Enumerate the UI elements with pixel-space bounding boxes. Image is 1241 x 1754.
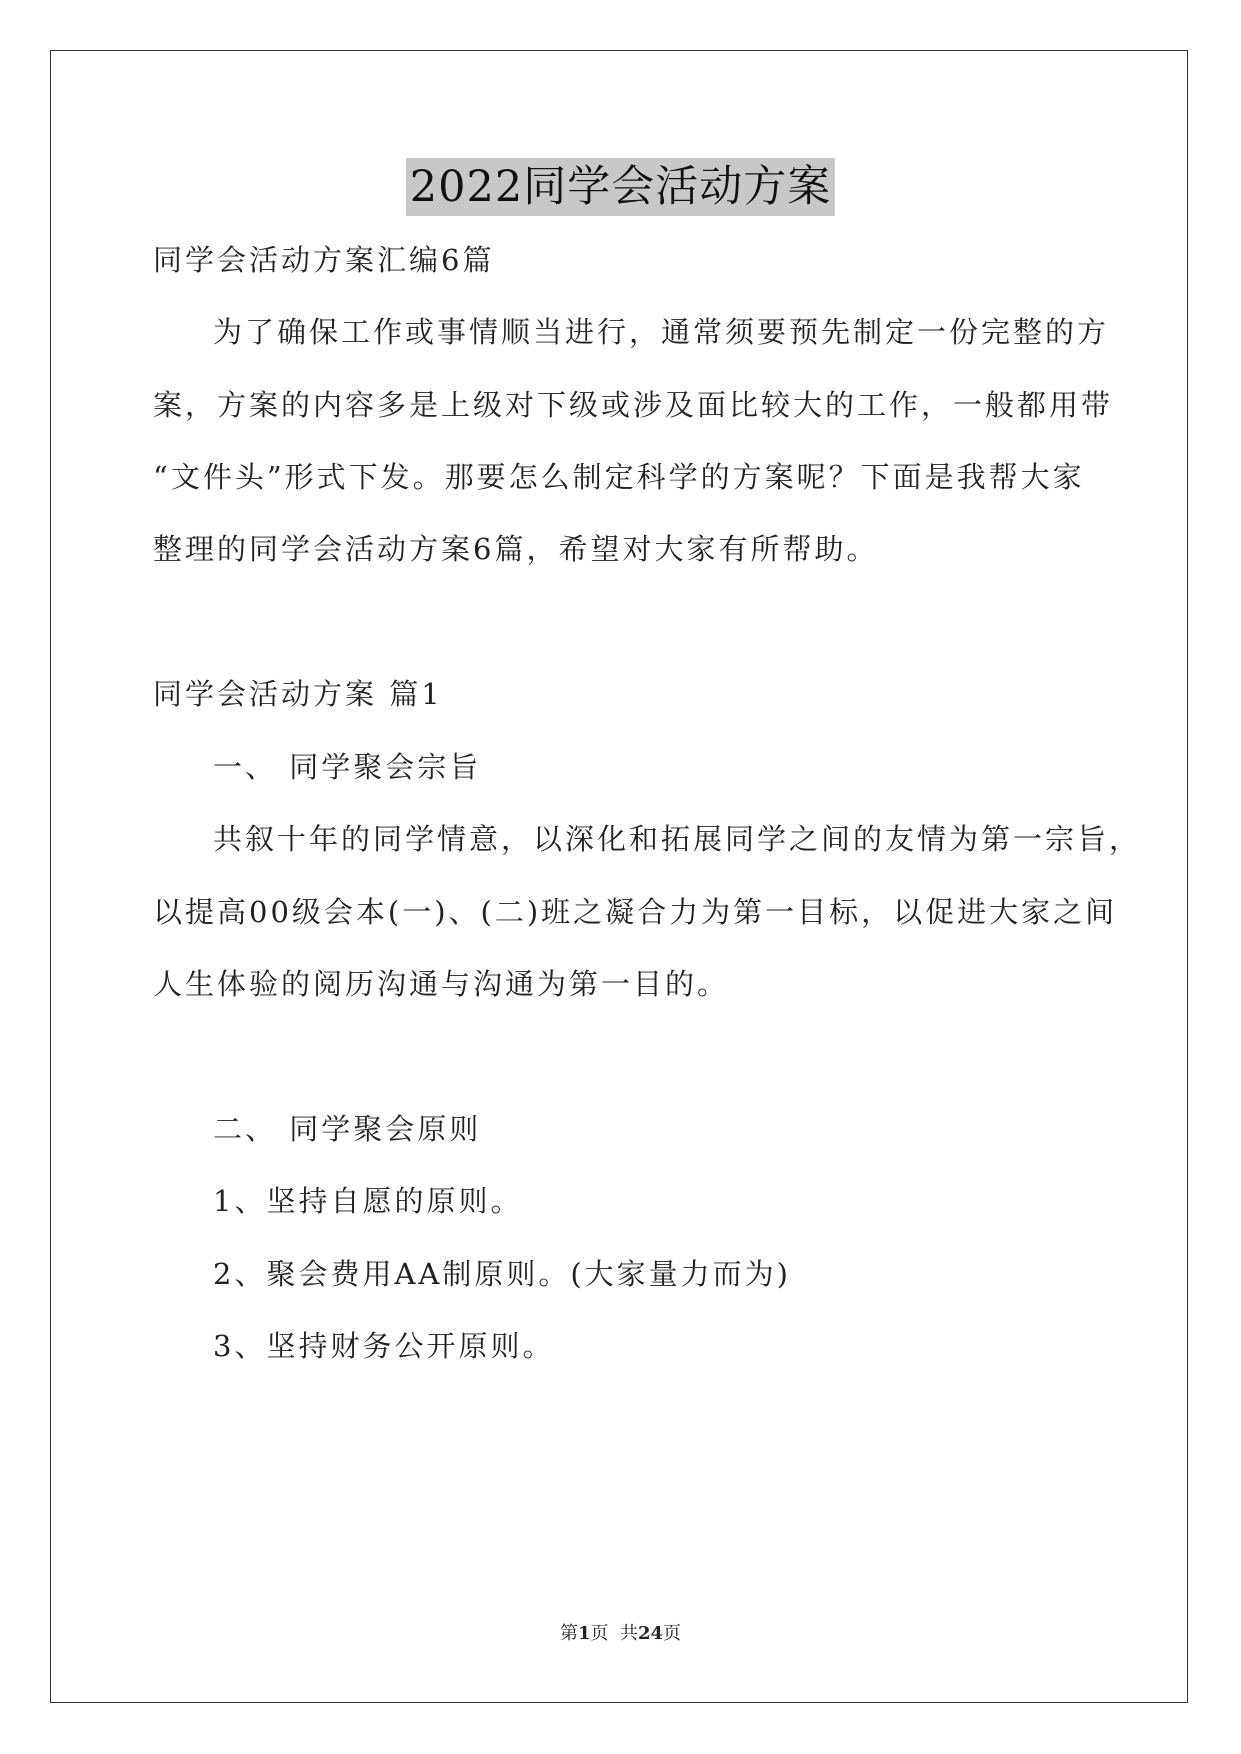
part1-line-1: 共叙十年的同学情意，以深化和拓展同学之间的友情为第一宗旨， [213,822,1142,856]
footer-total-pages: 24 [637,1623,664,1644]
page-footer [0,1622,1241,1646]
part1-heading: 一、 同学聚会宗旨 [213,750,482,784]
intro-line-3: “文件头”形式下发。那要怎么制定科学的方案呢？下面是我帮大家 [153,460,1085,494]
section-heading: 同学会活动方案 篇1 [153,677,443,711]
title-container [0,158,1241,216]
footer-current-page: 1 [577,1623,591,1644]
footer-prefix: 第 [559,1623,578,1644]
part1-line-2: 以提高00级会本(一)、(二)班之凝合力为第一目标，以促进大家之间 [153,895,1118,929]
intro-line-4: 整理的同学会活动方案6篇，希望对大家有所帮助。 [153,532,879,566]
principle-item-1: 1、坚持自愿的原则。 [213,1184,523,1218]
page-border [50,50,1188,1703]
intro-line-2: 案，方案的内容多是上级对下级或涉及面比较大的工作，一般都用带 [153,388,1114,422]
principle-item-3: 3、坚持财务公开原则。 [213,1329,555,1363]
principle-item-2: 2、聚会费用AA制原则。(大家量力而为) [213,1257,791,1291]
footer-middle: 页 共 [590,1623,638,1644]
document-subtitle: 同学会活动方案汇编6篇 [153,243,495,277]
document-title: 2022同学会活动方案 [406,158,835,216]
part2-heading: 二、 同学聚会原则 [213,1112,482,1146]
part1-line-3: 人生体验的阅历沟通与沟通为第一目的。 [153,967,730,1001]
intro-line-1: 为了确保工作或事情顺当进行，通常须要预先制定一份完整的方 [213,315,1110,349]
footer-suffix: 页 [663,1623,682,1644]
